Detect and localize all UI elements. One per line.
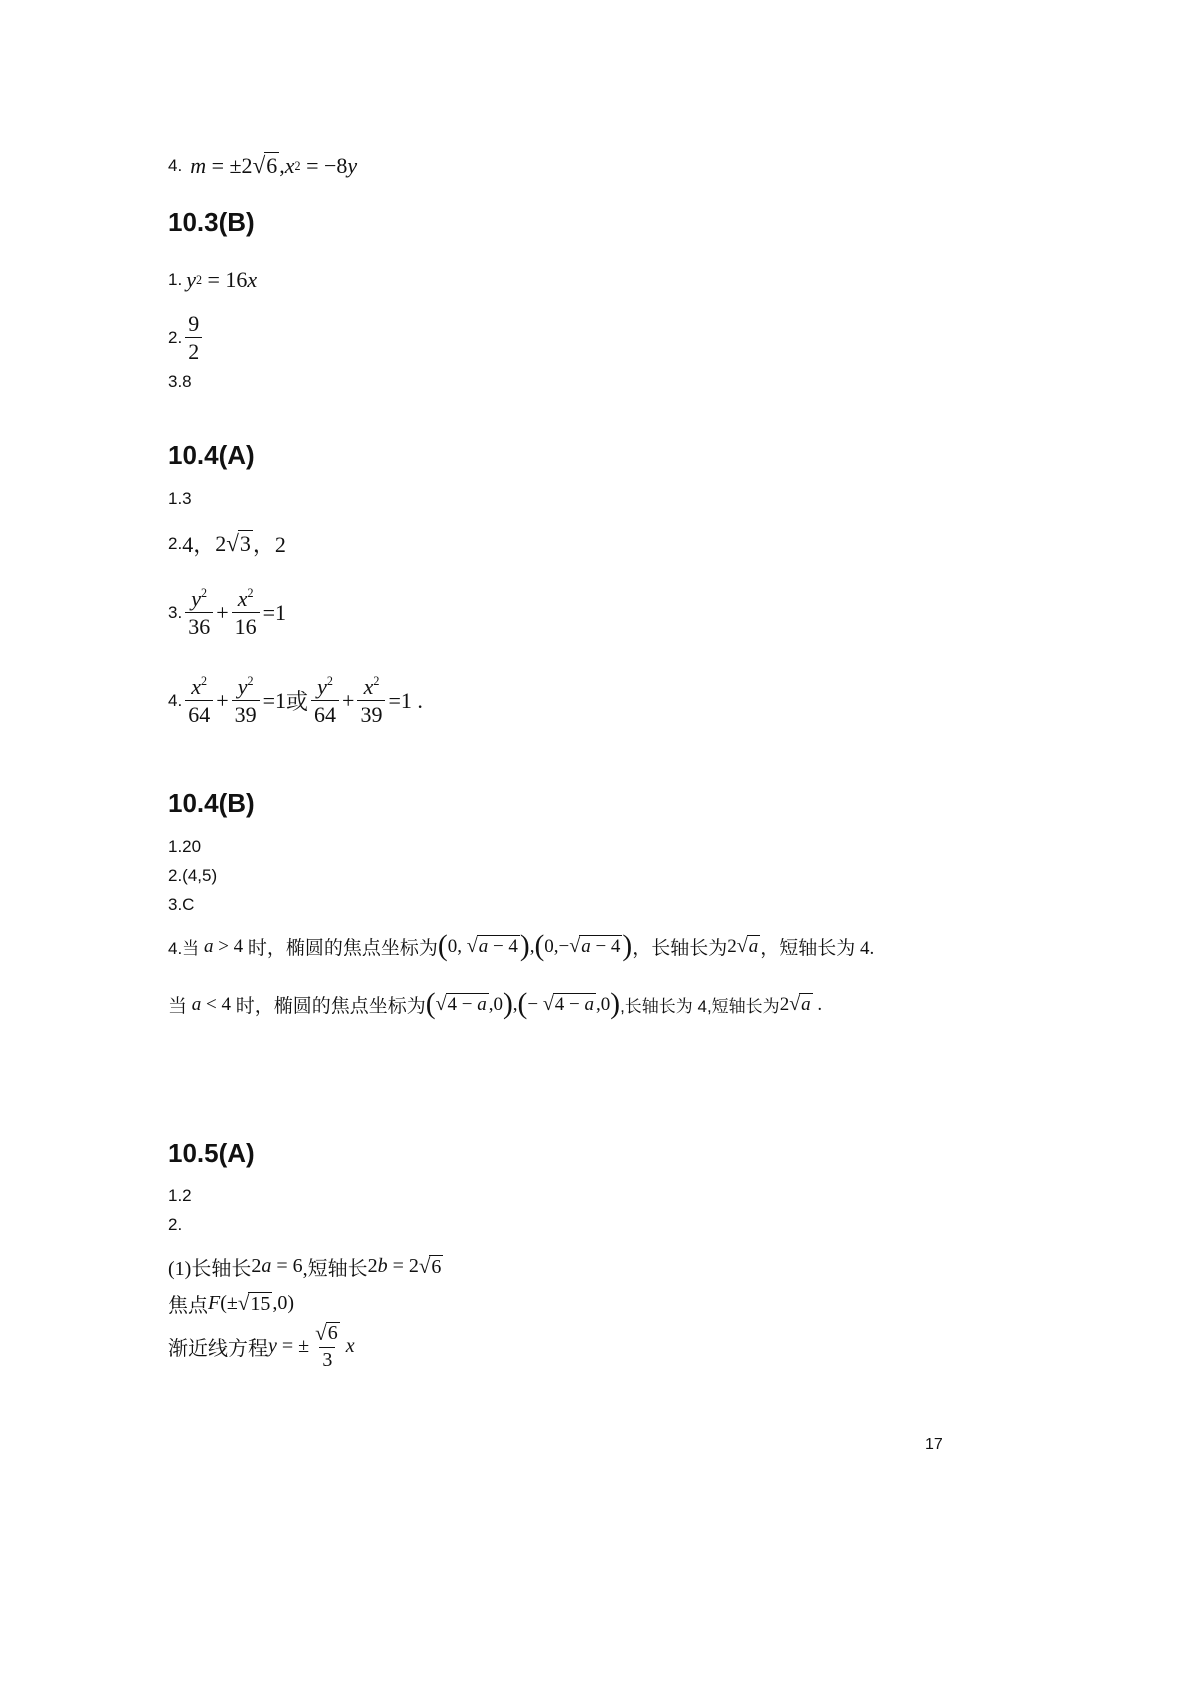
answer-2-line-3: 渐近线方程 y = ± √ 6 3 x bbox=[168, 1321, 355, 1371]
answer-2: 2. bbox=[168, 1215, 183, 1234]
answer-3: 3.C bbox=[168, 895, 195, 914]
prev-answer-4: 4. m = ±2 √ 6 , x 2 = −8 y bbox=[168, 152, 358, 178]
answer-2-line-1: (1)长轴长 2 a = 6 ,短轴长 2 b = 2 √ 6 bbox=[168, 1254, 442, 1280]
section-heading: 10.4(A) bbox=[168, 440, 255, 470]
answer-1: 1. y 2 = 16 x bbox=[168, 267, 258, 292]
answer-1: 1.20 bbox=[168, 837, 202, 856]
answer-1: 1.2 bbox=[168, 1186, 192, 1205]
section-heading: 10.4(B) bbox=[168, 788, 255, 818]
answer-3: 3.8 bbox=[168, 372, 192, 391]
item-number: 4. bbox=[168, 155, 183, 175]
answer-2: 2.(4,5) bbox=[168, 866, 218, 885]
answer-4: 4.当 a > 4 时，椭圆的焦点坐标为 ( 0, √ a − 4 ) , ( 0,− √ a − 4 ) ，长轴长为 2 √ a ，短轴长为 4. bbox=[168, 930, 875, 962]
answer-5: 当 a < 4 时，椭圆的焦点坐标为 ( √ 4 − a ,0 ) , ( − √ 4 − a ,0 ) ,长轴长为 4,短轴长为 2 √ a . bbox=[168, 988, 823, 1020]
section-heading: 10.3(B) bbox=[168, 207, 255, 237]
answer-2: 2. $\frac{9}{2}$ bbox=[168, 312, 205, 363]
answer-2-line-2: 焦点 F (± √ 15 ,0) bbox=[168, 1291, 295, 1317]
answer-1: 1.3 bbox=[168, 489, 192, 508]
answer-3: 3. $\frac{y^2}{36}$ + $\frac{x^2}{16}$ =1 bbox=[168, 585, 287, 640]
answer-2: 2. 4， 2 √ 3 ，2 bbox=[168, 530, 286, 557]
page-number: 17 bbox=[925, 1436, 943, 1453]
answer-4: 4. $\frac{x^2}{64}$ + $\frac{y^2}{39}$ =1 或 $\frac{y^2}{64}$ + $\frac{x^2}{39}$ =1 . bbox=[168, 673, 423, 728]
section-heading: 10.5(A) bbox=[168, 1138, 255, 1168]
